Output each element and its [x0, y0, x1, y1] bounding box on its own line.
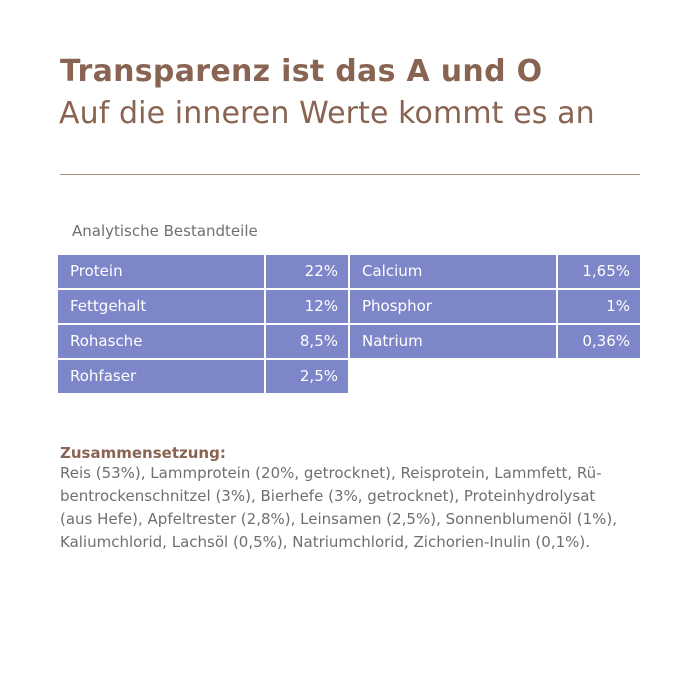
nutrient-value: 12%: [266, 290, 348, 323]
nutrient-name: Calcium: [350, 255, 556, 288]
nutrient-name: Fettgehalt: [58, 290, 264, 323]
composition-heading: Zusammensetzung:: [60, 444, 226, 462]
composition-line: bentrockenschnitzel (3%), Bierhefe (3%, getrocknet), Proteinhydrolysat: [60, 487, 596, 505]
composition-line: Kaliumchlorid, Lachsöl (0,5%), Natriumchlorid, Zichorien-Inulin (0,1%).: [60, 533, 591, 551]
page-title: Transparenz ist das A und O: [60, 54, 543, 89]
divider: [60, 174, 640, 175]
nutrient-value: 22%: [266, 255, 348, 288]
nutrient-name: Phosphor: [350, 290, 556, 323]
nutrient-name: Rohfaser: [58, 360, 264, 393]
nutrient-value: 1%: [558, 290, 640, 323]
nutrient-name: Rohasche: [58, 325, 264, 358]
nutrient-value: 2,5%: [266, 360, 348, 393]
table-caption: Analytische Bestandteile: [72, 222, 258, 240]
nutrient-value: 1,65%: [558, 255, 640, 288]
composition-line: Reis (53%), Lammprotein (20%, getrocknet), Reisprotein, Lammfett, Rü-: [60, 464, 602, 482]
nutrient-name: Protein: [58, 255, 264, 288]
page-subtitle: Auf die inneren Werte kommt es an: [59, 96, 595, 131]
nutrient-table: [58, 255, 640, 393]
composition-line: (aus Hefe), Apfeltrester (2,8%), Leinsamen (2,5%), Sonnenblumenöl (1%),: [60, 510, 617, 528]
nutrient-value: 0,36%: [558, 325, 640, 358]
nutrient-name: Natrium: [350, 325, 556, 358]
nutrient-value: 8,5%: [266, 325, 348, 358]
